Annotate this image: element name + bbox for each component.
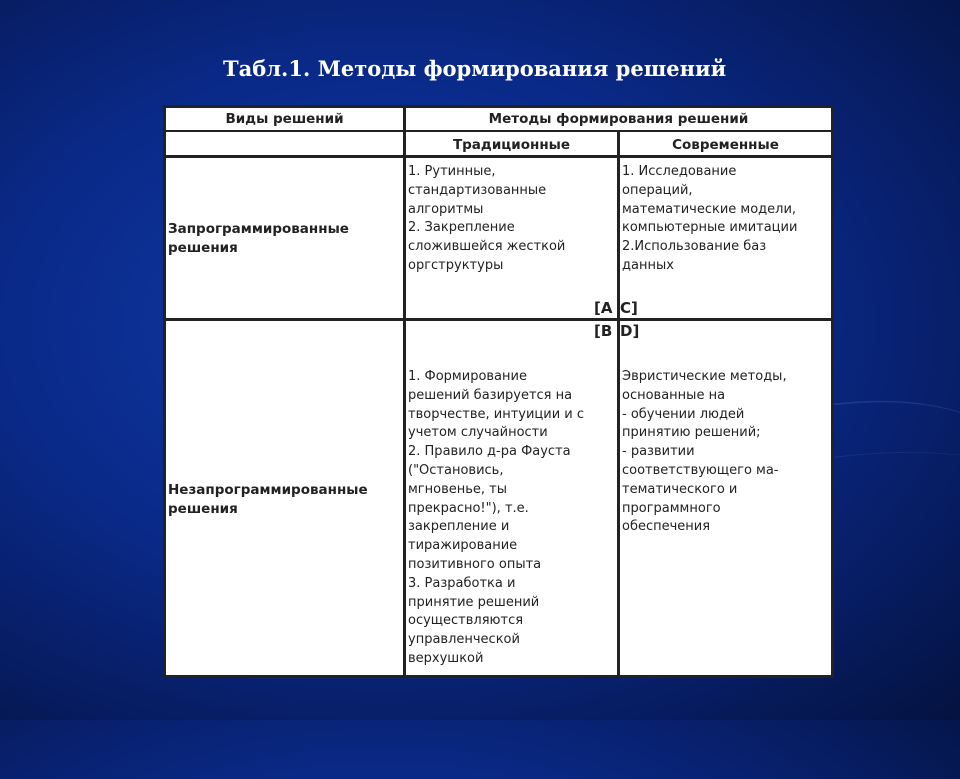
table-divider-row2 [163, 155, 834, 158]
table-border-top [163, 105, 834, 108]
methods-table [163, 105, 834, 678]
row-traditional-nonprogrammed: 1. Формирование решений базируется на творчестве, интуиции и с учетом случайности 2. Правило д-ра Фауста ("Остановись, мгновенье, ты прекрасно!"), т.е. закрепление и тиражирование позитивного опыта 3. Разработка и принятие решений осуществляются управленческой верхушкой [408, 369, 585, 666]
table-border-left [163, 105, 166, 678]
slide-title: Табл.1. Методы формирования решений [223, 56, 727, 81]
marker-b: [B [594, 322, 613, 340]
row-modern-nonprogrammed: Эвристические методы, основанные на - обучении людей принятию решений; - развитии соответствующего ма- тематического и программного обеспечения [622, 369, 787, 535]
table-border-bottom [163, 675, 834, 678]
marker-d: D] [620, 322, 640, 340]
table-divider-row3 [163, 318, 834, 321]
header-methods: Методы формирования решений [488, 111, 749, 127]
header-modern: Современные [672, 137, 779, 153]
table-divider-row1 [163, 130, 834, 132]
header-traditional: Традиционные [452, 137, 571, 153]
header-kinds: Виды решений [225, 111, 344, 127]
row-kind-programmed: Запрограммированные решения [168, 221, 349, 256]
row-modern-programmed: 1. Исследование операций, математические модели, компьютерные имитации 2.Использование баз данных [622, 164, 798, 273]
marker-a: [A [594, 299, 613, 317]
row-traditional-programmed: 1. Рутинные, стандартизованные алгоритмы 2. Закрепление сложившейся жесткой оргструктуры [408, 164, 566, 273]
table-border-right [831, 105, 834, 678]
row-kind-nonprogrammed: Незапрограммированные решения [168, 482, 368, 517]
marker-c: C] [620, 299, 638, 317]
